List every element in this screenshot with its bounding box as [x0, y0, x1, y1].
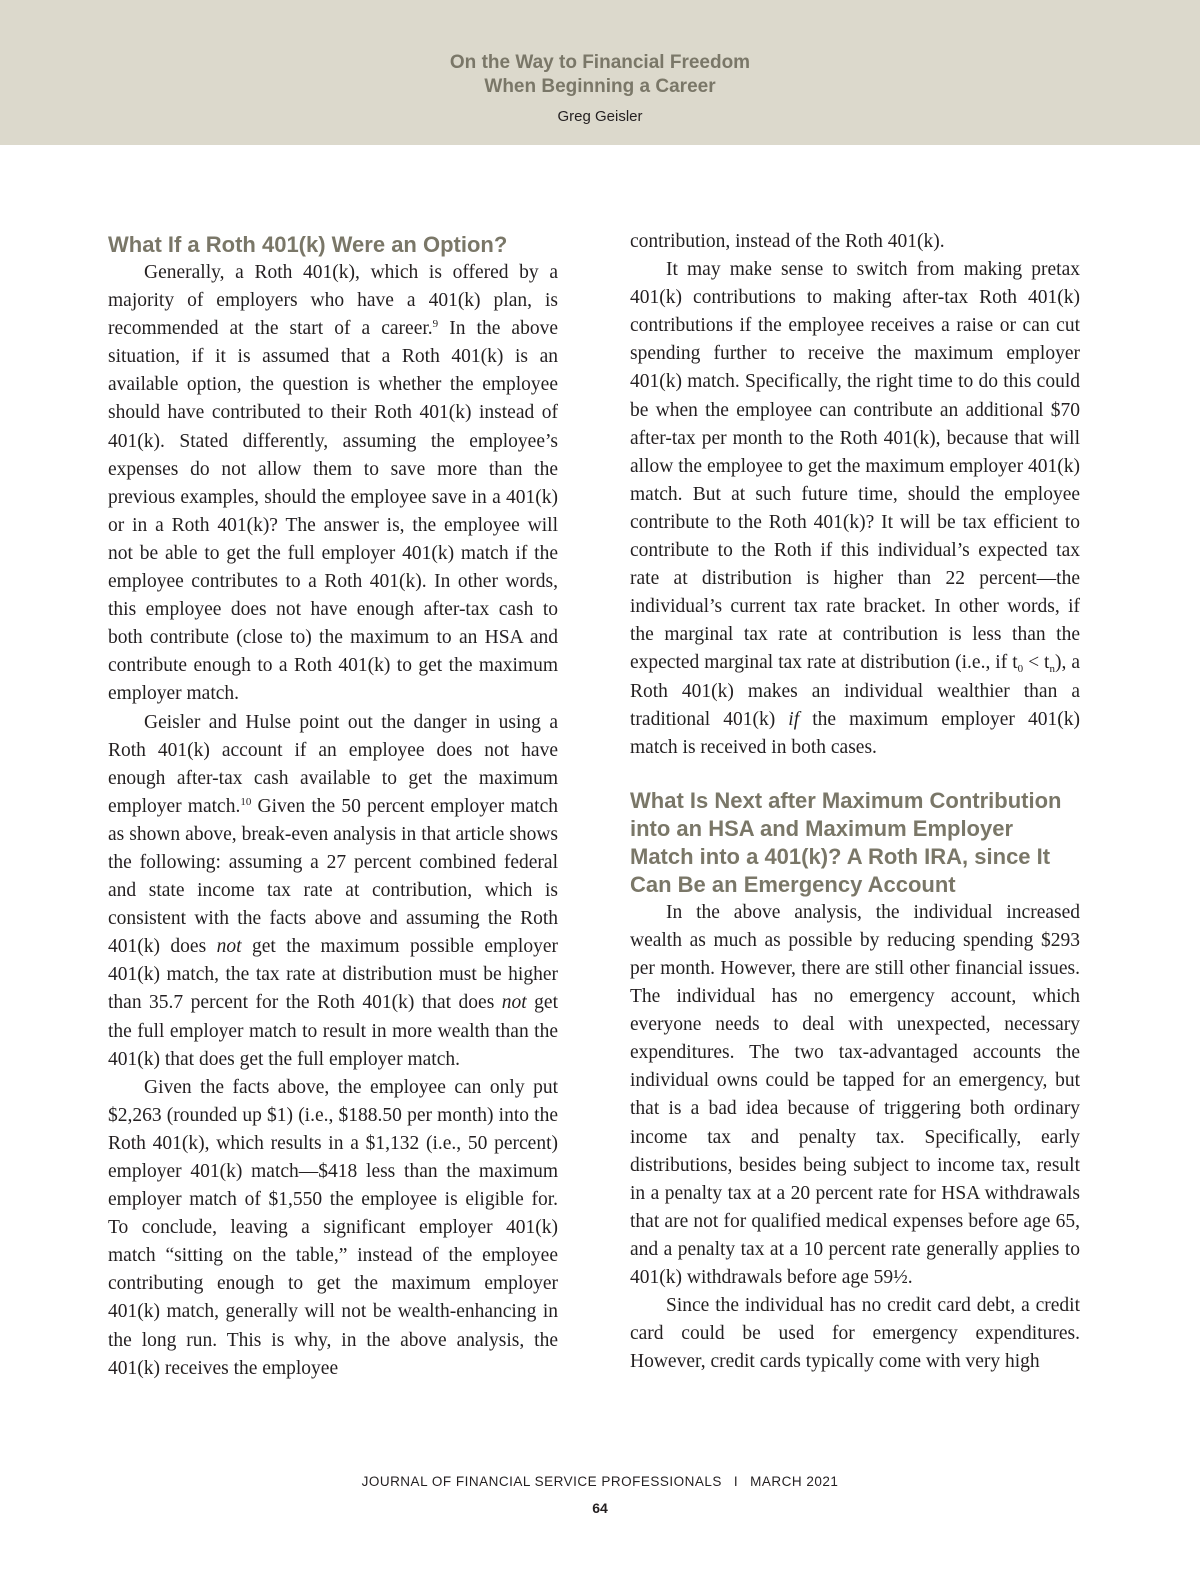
paragraph-continued: contribution, instead of the Roth 401(k).	[630, 231, 945, 252]
footer-separator: I	[733, 1474, 739, 1489]
paragraph: Generally, a Roth 401(k), which is offered by a majority of employers who have a 401(k) plan, is recommended at the start of a career.$^9$ In the above situation, if it is assumed that a Roth 401(k) is an available option, the question is whether the employee should have contributed to their Roth 401(k) instead of 401(k). Stated differently, assuming the employee’s expenses do not allow them to save more than the previous examples, should the employee save in a 401(k) or in a Roth 401(k)? The answer is, the employee will not be able to get the full employer 401(k) match if the employee contributes to a Roth 401(k). In other words, this employee does not have enough after-tax cash to both contribute (close to) the maximum to an HSA and contribute enough to a Roth 401(k) to get the maximum employer match.	[108, 262, 558, 705]
footer-journal-line	[0, 1474, 1200, 1489]
article-title-line-1: On the Way to Financial Freedom	[449, 52, 751, 73]
journal-name: JOURNAL OF FINANCIAL SERVICE PROFESSIONALS	[361, 1474, 722, 1489]
paragraph: Since the individual has no credit card debt, a credit card could be used for emergency expenditures. However, credit cards typically come with very high	[630, 1295, 1080, 1373]
footnote-ref: 9	[432, 318, 439, 331]
section-heading-roth-ira: What Is Next after Maximum Contribution into an HSA and Maximum Employer Match into a 401(k)? A Roth IRA, since It Can Be an Emergency Account	[630, 787, 1062, 897]
paragraph: It may make sense to switch from making pretax 401(k) contributions to making after-tax Roth 401(k) contributions if the employee receives a raise or can cut spending further to receive the maximum employer 401(k) match. Specifically, the right time to do this could be when the employee can contribute an additional $70 after-tax per month to the Roth 401(k), because that will allow the employee to get the maximum employer 401(k) match. But at such future time, should the employee contribute to the Roth 401(k)? It will be tax efficient to contribute to the Roth if this individual’s expected tax rate at distribution is higher than 22 percent—the individual’s current tax rate bracket. In other words, if the marginal tax rate at contribution is less than the expected marginal tax rate at distribution (i.e., if $t_0 < t_n$), a Roth 401(k) makes an individual wealthier than a traditional 401(k) if the maximum employer 401(k) match is received in both cases.	[630, 259, 1080, 758]
right-column	[630, 228, 1080, 1376]
issue-date: MARCH 2021	[750, 1474, 839, 1489]
article-title-line-2: When Beginning a Career	[484, 76, 716, 97]
paragraph: Geisler and Hulse point out the danger in using a Roth 401(k) account if an employee does not have enough after-tax cash available to get the maximum employer match.$^{10}$ Given the 50 percent employer match as shown above, break-even analysis in that article shows the following: assuming a 27 percent combined federal and state income tax rate at contribution, which is consistent with the facts above and assuming the Roth 401(k) does not get the maximum possible employer 401(k) match, the tax rate at distribution must be higher than 35.7 percent for the Roth 401(k) that does not get the full employer match to result in more wealth than the 401(k) that does get the full employer match.	[108, 711, 559, 1070]
section-heading-roth-401k: What If a Roth 401(k) Were an Option?	[108, 232, 508, 257]
paragraph: In the above analysis, the individual increased wealth as much as possible by reducing spending $293 per month. However, there are still other financial issues. The individual has no emergency account, which everyone needs to deal with unexpected, necessary expenditures. The two tax-advantaged accounts the individual owns could be tapped for an emergency, but that is a bad idea because of triggering both ordinary income tax and penalty tax. Specifically, early distributions, besides being subject to income tax, result in a penalty tax at a 20 percent rate for HSA withdrawals that are not for qualified medical expenses before age 65, and a penalty tax at a 10 percent rate generally applies to 401(k) withdrawals before age 59½.	[630, 901, 1080, 1288]
author-name: Greg Geisler	[557, 108, 643, 125]
left-column	[108, 228, 558, 1383]
paragraph: Given the facts above, the employee can only put $2,263 (rounded up $1) (i.e., $188.50 per month) into the Roth 401(k), which results in a $1,132 (i.e., 50 percent) employer 401(k) match—$418 less than the maximum employer match of $1,550 the employee is eligible for. To conclude, leaving a significant employer 401(k) match “sitting on the table,” instead of the employee contributing enough to get the maximum employer 401(k) match, generally will not be wealth-enhancing in the long run. This is why, in the above analysis, the 401(k) receives the employee	[108, 1076, 558, 1379]
footnote-ref: 10	[240, 795, 252, 808]
page-number: 64	[592, 1500, 608, 1516]
